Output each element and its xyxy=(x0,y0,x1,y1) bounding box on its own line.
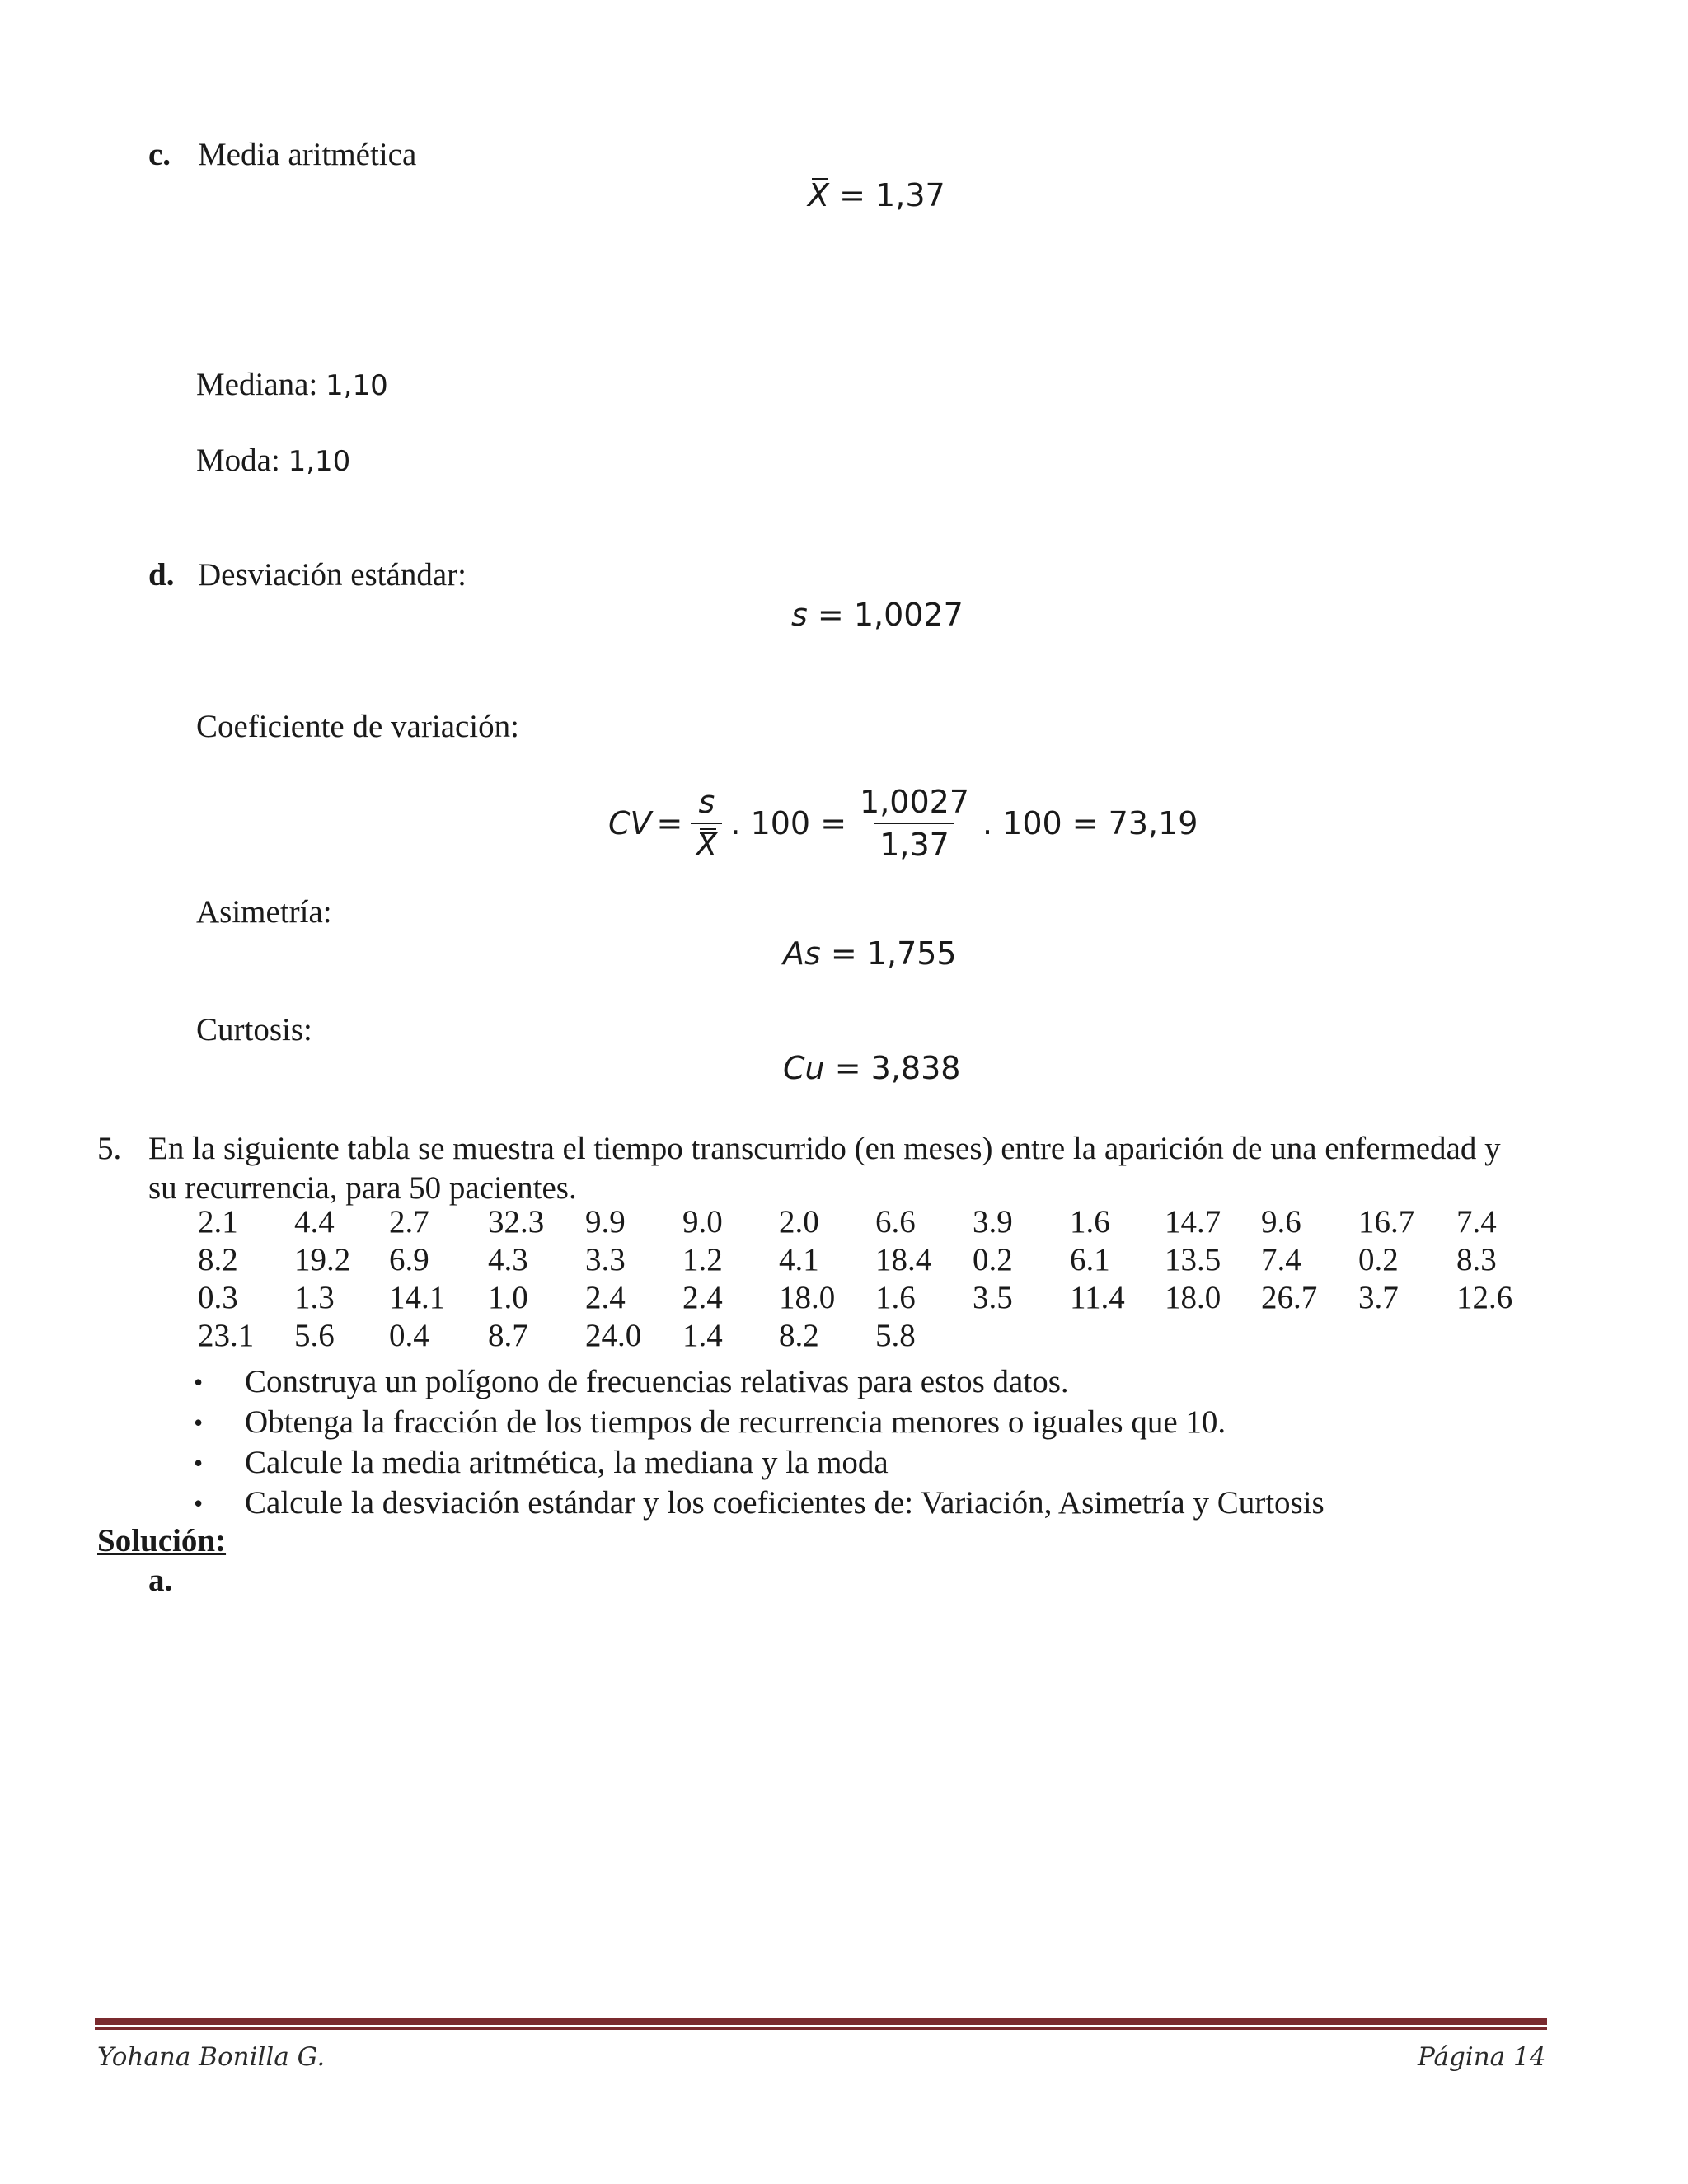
table-cell: 6.1 xyxy=(1070,1242,1110,1277)
task-text: Calcule la media aritmética, la mediana y la moda xyxy=(245,1445,889,1480)
table-cell: 6.9 xyxy=(389,1242,429,1277)
table-cell: 14.1 xyxy=(389,1280,446,1315)
median-line xyxy=(196,365,388,405)
table-cell: 7.4 xyxy=(1456,1204,1497,1240)
cv-mul1: . 100 = xyxy=(730,805,847,841)
table-cell: 11.4 xyxy=(1070,1280,1125,1315)
footer-author: Yohana Bonilla G. xyxy=(97,2042,326,2072)
table-cell: 16.7 xyxy=(1358,1204,1415,1240)
table-cell: 4.4 xyxy=(294,1204,335,1240)
table-cell: 7.4 xyxy=(1261,1242,1301,1277)
mode-label: Moda: xyxy=(196,443,280,478)
median-value: 1,10 xyxy=(326,369,388,402)
mean-symbol: X xyxy=(808,177,830,213)
table-cell: 1.2 xyxy=(682,1242,723,1277)
cv-eq: = xyxy=(656,805,683,841)
section-d-title: Desviación estándar: xyxy=(198,557,467,593)
cv-label: Coeficiente de variación: xyxy=(196,709,519,744)
bullet-icon: • xyxy=(194,1448,204,1478)
table-cell: 1.6 xyxy=(875,1280,916,1315)
asym-symbol: As xyxy=(783,935,821,972)
table-cell: 2.1 xyxy=(198,1204,238,1240)
table-cell: 2.4 xyxy=(585,1280,626,1315)
section-d-letter: d. xyxy=(148,557,175,593)
table-cell: 18.4 xyxy=(875,1242,932,1277)
task-bullets xyxy=(194,1362,1325,1524)
bullet-icon: • xyxy=(194,1488,204,1518)
mode-line xyxy=(196,441,350,481)
cv-lhs: CV xyxy=(608,805,652,841)
cv-fraction-symbolic xyxy=(688,783,724,864)
table-cell: 1.6 xyxy=(1070,1204,1110,1240)
table-cell: 18.0 xyxy=(779,1280,836,1315)
table-cell: 1.3 xyxy=(294,1280,335,1315)
table-cell: 9.9 xyxy=(585,1204,626,1240)
cv-frac1-denominator-wrap xyxy=(691,823,722,864)
table-cell: 24.0 xyxy=(585,1318,642,1353)
std-equation xyxy=(791,595,964,635)
table-cell: 23.1 xyxy=(198,1318,255,1353)
mean-equation xyxy=(808,176,945,215)
std-value: = 1,0027 xyxy=(817,597,964,633)
table-cell: 0.4 xyxy=(389,1318,429,1353)
problem-text-line2: su recurrencia, para 50 pacientes. xyxy=(148,1170,577,1206)
cv-formula xyxy=(606,783,1200,864)
table-cell: 9.0 xyxy=(682,1204,723,1240)
table-cell: 14.7 xyxy=(1165,1204,1221,1240)
footer-page-number: Página 14 xyxy=(1418,2042,1546,2072)
task-text: Construya un polígono de frecuencias relativas para estos datos. xyxy=(245,1364,1069,1399)
bullet-icon: • xyxy=(194,1367,204,1397)
problem-number: 5. xyxy=(97,1131,122,1166)
problem-text-line1: En la siguiente tabla se muestra el tiempo transcurrido (en meses) entre la aparición de una enfermedad y xyxy=(148,1131,1501,1166)
std-symbol: s xyxy=(791,597,808,633)
task-list xyxy=(194,1362,1325,1524)
bullet-icon: • xyxy=(194,1408,204,1437)
kurt-value: = 3,838 xyxy=(834,1050,961,1086)
table-cell: 8.7 xyxy=(488,1318,528,1353)
table-cell: 2.0 xyxy=(779,1204,819,1240)
table-cell: 4.1 xyxy=(779,1242,819,1277)
table-cell: 2.4 xyxy=(682,1280,723,1315)
table-cell: 26.7 xyxy=(1261,1280,1318,1315)
footer-rule-thin xyxy=(95,2027,1547,2030)
median-label: Mediana: xyxy=(196,367,318,402)
table-cell: 8.2 xyxy=(779,1318,819,1353)
cv-mul2: . 100 = 73,19 xyxy=(982,805,1198,841)
table-cell: 8.2 xyxy=(198,1242,238,1277)
table-cell: 32.3 xyxy=(488,1204,545,1240)
asym-label: Asimetría: xyxy=(196,894,332,930)
table-cell: 0.2 xyxy=(1358,1242,1399,1277)
mean-value: = 1,37 xyxy=(839,177,945,213)
table-cell: 3.7 xyxy=(1358,1280,1399,1315)
cv-frac2-denominator: 1,37 xyxy=(874,823,954,864)
solution-item-a: a. xyxy=(148,1563,173,1598)
asym-value: = 1,755 xyxy=(830,935,957,972)
table-cell: 6.6 xyxy=(875,1204,916,1240)
footer-rule-thick xyxy=(95,2018,1547,2025)
table-cell: 2.7 xyxy=(389,1204,429,1240)
kurt-label: Curtosis: xyxy=(196,1012,312,1047)
cv-fraction-numeric xyxy=(852,783,977,864)
table-cell: 1.0 xyxy=(488,1280,528,1315)
table-cell: 3.3 xyxy=(585,1242,626,1277)
table-cell: 0.2 xyxy=(973,1242,1013,1277)
task-text: Calcule la desviación estándar y los coeficientes de: Variación, Asimetría y Curtosis xyxy=(245,1485,1325,1521)
table-cell: 0.3 xyxy=(198,1280,238,1315)
table-cell: 5.6 xyxy=(294,1318,335,1353)
table-cell: 13.5 xyxy=(1165,1242,1221,1277)
section-c-letter: c. xyxy=(148,137,171,172)
cv-frac1-denominator: X xyxy=(696,827,718,863)
table-cell: 3.5 xyxy=(973,1280,1013,1315)
table-cell: 5.8 xyxy=(875,1318,916,1353)
kurt-symbol: Cu xyxy=(783,1050,825,1086)
table-cell: 18.0 xyxy=(1165,1280,1221,1315)
asym-equation xyxy=(783,934,957,973)
table-cell: 19.2 xyxy=(294,1242,351,1277)
cv-frac1-numerator: s xyxy=(698,784,715,820)
kurt-equation xyxy=(783,1048,960,1088)
table-cell: 8.3 xyxy=(1456,1242,1497,1277)
section-c-title: Media aritmética xyxy=(198,137,417,172)
task-item xyxy=(194,1483,1325,1524)
task-text: Obtenga la fracción de los tiempos de recurrencia menores o iguales que 10. xyxy=(245,1404,1226,1440)
table-cell: 3.9 xyxy=(973,1204,1013,1240)
task-item xyxy=(194,1362,1325,1403)
table-cell: 4.3 xyxy=(488,1242,528,1277)
table-cell: 9.6 xyxy=(1261,1204,1301,1240)
table-cell: 12.6 xyxy=(1456,1280,1513,1315)
task-item xyxy=(194,1403,1325,1443)
solution-label: Solución: xyxy=(97,1523,227,1558)
mode-value: 1,10 xyxy=(288,445,351,478)
task-item xyxy=(194,1443,1325,1483)
cv-frac2-numerator: 1,0027 xyxy=(860,784,969,820)
table-cell: 1.4 xyxy=(682,1318,723,1353)
